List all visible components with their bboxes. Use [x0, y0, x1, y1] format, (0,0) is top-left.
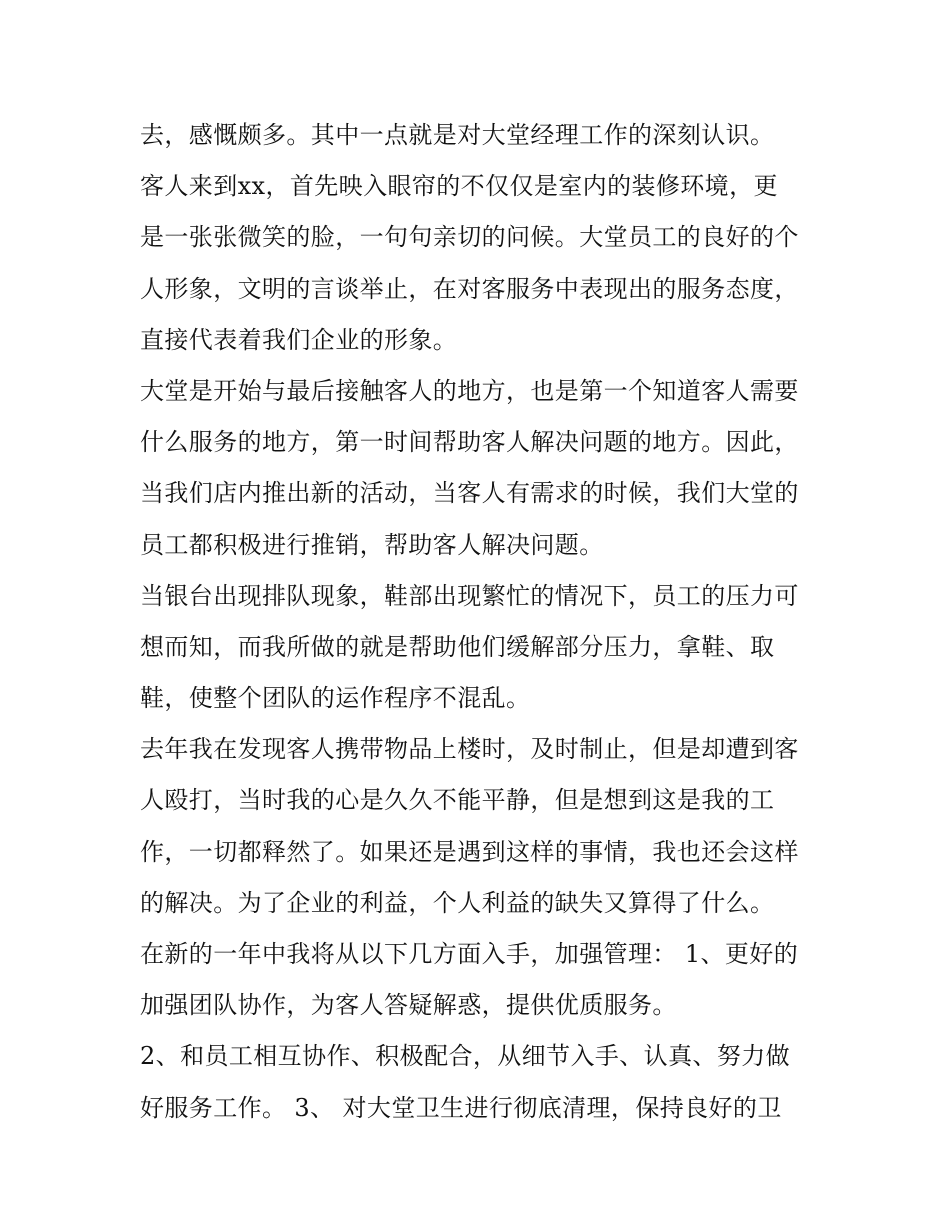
text-line: 好服务工作。 3、 对大堂卫生进行彻底清理，保持良好的卫 [140, 1093, 782, 1122]
text-line: 客人来到xx，首先映入眼帘的不仅仅是室内的装修环境，更 [140, 172, 778, 201]
text-line: 什么服务的地方，第一时间帮助客人解决问题的地方。因此， [140, 428, 799, 457]
text-line: 的解决。为了企业的利益，个人利益的缺失又算得了什么。 [140, 888, 775, 917]
text-line: 当银台出现排队现象，鞋部出现繁忙的情况下，员工的压力可 [140, 581, 799, 610]
text-line: 作，一切都释然了。如果还是遇到这样的事情，我也还会这样 [140, 837, 799, 866]
text-line: 加强团队协作，为客人答疑解惑，提供优质服务。 [140, 991, 677, 1020]
text-line: 员工都积极进行推销，帮助客人解决问题。 [140, 530, 604, 559]
text-line: 大堂是开始与最后接触客人的地方，也是第一个知道客人需要 [140, 376, 799, 405]
text-line: 去，感慨颇多。其中一点就是对大堂经理工作的深刻认识。 [140, 121, 775, 149]
text-line: 鞋，使整个团队的运作程序不混乱。 [140, 684, 531, 713]
text-line: 想而知，而我所做的就是帮助他们缓解部分压力，拿鞋、取 [140, 632, 775, 661]
text-line: 人殴打，当时我的心是久久不能平静，但是想到这是我的工 [140, 786, 775, 815]
text-line: 人形象，文明的言谈举止，在对客服务中表现出的服务态度， [140, 274, 799, 303]
text-line: 直接代表着我们企业的形象。 [140, 325, 458, 354]
text-line: 2、和员工相互协作、积极配合，从细节入手、认真、努力做 [140, 1042, 791, 1071]
text-line: 当我们店内推出新的活动，当客人有需求的时候，我们大堂的 [140, 479, 799, 508]
text-line: 是一张张微笑的脸，一句句亲切的问候。大堂员工的良好的个 [140, 223, 799, 252]
body-text [140, 110, 820, 1134]
text-line: 在新的一年中我将从以下几方面入手，加强管理： 1、更好的 [140, 940, 799, 968]
text-line: 去年我在发现客人携带物品上楼时，及时制止，但是却遭到客 [140, 735, 799, 764]
